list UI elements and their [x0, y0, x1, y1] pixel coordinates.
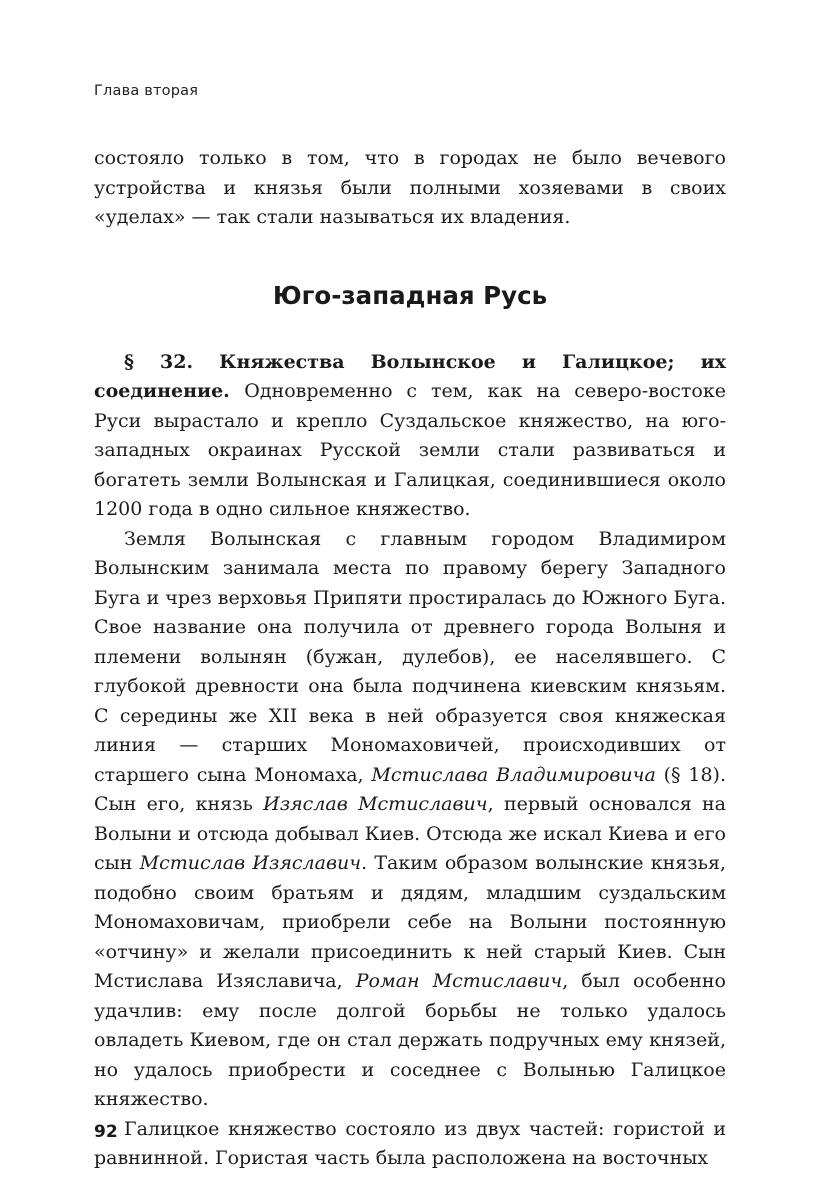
- paragraph-galicia: [94, 1115, 726, 1174]
- paragraph-continuation: [94, 144, 726, 233]
- page-body: [94, 144, 726, 1174]
- text-run: Одновременно с тем, как на северо-востоке Руси вырастало и крепло Суздальское княжество, на юго-западных окраинах Русской земли стали развиваться и богатеть земли Волынская и Галицкая, соединившиеся около 1200 года в одно сильное княжество.: [94, 380, 726, 520]
- person-name-italic: Мстислав Изяславич.: [139, 852, 368, 874]
- paragraph-section-32: [94, 348, 726, 525]
- text-run: Галицкое княжество состояло из двух частей: гористой и равнинной. Гористая часть была расположена на восточных: [94, 1117, 726, 1169]
- person-name-italic: Мстислава Владимировича: [371, 763, 656, 786]
- person-name-italic: Изяслав Мстиславич: [263, 793, 488, 815]
- text-run: состояло только в том, что в городах не было вечевого устройства и князья были полными хозяевами в своих «уделах» — так стали называться их владения.: [94, 147, 726, 228]
- text-run: (§ 18). Сын его, князь: [94, 763, 726, 815]
- text-run: , первый основался на Волыни и отсюда добывал Киев. Отсюда же искал Киева и его сын: [94, 793, 726, 874]
- section-heading: Юго-западная Русь: [272, 280, 548, 310]
- paragraph-volhynia: [94, 525, 726, 1115]
- text-run: Земля Волынская с главным городом Владимиром Волынским занимала места по правому берегу Западного Буга и чрез верховья Припяти простиралась до Южного Буга. Свое название она получила от древнего города Волыня и племени волынян (бужан, дулебов), ее населявшего. С глубокой древности она была подчинена киевским князьям. С середины же XII века в ней образуется своя княжеская линия — старших Мономаховичей, происходивших от старшего сына Мономаха,: [94, 527, 726, 786]
- text-run: , был особенно удачлив: ему после долгой борьбы не только удалось овладеть Киевом, где он стал держать подручных ему князей, но удалось приобрести и соседнее с Волынью Галицкое княжество.: [94, 970, 726, 1110]
- running-header: Глава вторая: [94, 83, 199, 99]
- text-run: Таким образом волынские князья, подобно своим братьям и дядям, младшим суздальским Мономаховичам, приобрели себе на Волыни постоянную «отчину» и желали присоединить к ней старый Киев. Сын Мстислава Изяславича,: [94, 852, 727, 992]
- person-name-italic: Роман Мстиславич: [355, 970, 563, 992]
- section-lead-bold: § 32. Княжества Волынское и Галицкое; их соединение.: [94, 350, 726, 402]
- page-number: 92: [94, 1122, 118, 1142]
